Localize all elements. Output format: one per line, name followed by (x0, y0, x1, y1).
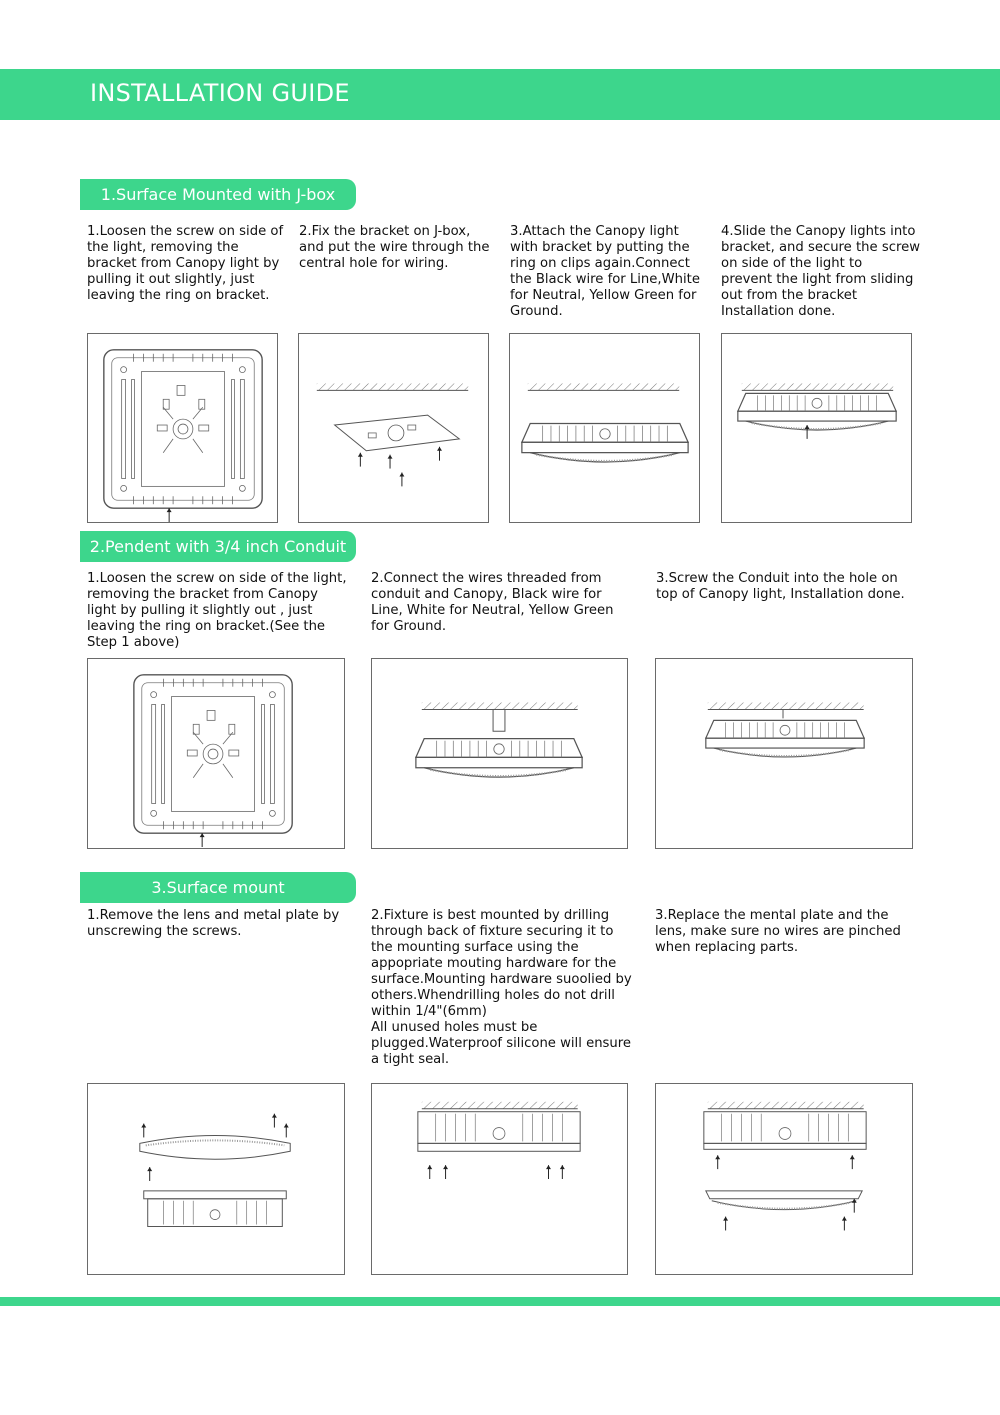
section-2-step-3: 3.Screw the Conduit into the hole on top of Canopy light, Installation done. (656, 571, 905, 602)
section-1-step-1: 1.Loosen the screw on side of the light, removing the bracket from Canopy light by pulling it out slightly, just leaving the ring on bracket. (87, 224, 284, 303)
section-1-step-3: 3.Attach the Canopy light with bracket by putting the ring on clips again.Connect the Black wire for Line,White for Neutral, Yellow Green for Ground. (510, 224, 700, 319)
fixture-top-view-illustration (88, 334, 277, 522)
connect-wires-illustration (372, 659, 627, 848)
screw-conduit-illustration (656, 659, 912, 848)
section-3-step-2: 2.Fixture is best mounted by drilling through back of fixture securing it to the mounting surface using the appopriate mouting hardware for the surface.Mounting hardware suoolied by others.Whendrilling holes do not drill within 1/4"(6mm) All unused holes must be plugged.Waterproof silicone will ensure a tight seal. (371, 908, 632, 1067)
section-1-figure-4 (721, 333, 912, 523)
remove-lens-illustration (88, 1084, 344, 1274)
section-2-step-2: 2.Connect the wires threaded from conduit and Canopy, Black wire for Line, White for Neutral, Yellow Green for Ground. (371, 571, 614, 634)
page-title: INSTALLATION GUIDE (90, 79, 350, 107)
section-3-step-1: 1.Remove the lens and metal plate by unscrewing the screws. (87, 908, 340, 939)
section-3-figure-1 (87, 1083, 345, 1275)
section-2-figure-2 (371, 658, 628, 849)
attach-canopy-illustration (510, 334, 699, 522)
section-1-figure-3 (509, 333, 700, 523)
fixture-top-view-illustration (88, 659, 344, 848)
section-1-figure-1 (87, 333, 278, 523)
section-3-figure-3 (655, 1083, 913, 1275)
section-3-title: 3.Surface mount (80, 872, 356, 903)
section-1-step-2: 2.Fix the bracket on J-box, and put the wire through the central hole for wiring. (299, 224, 490, 271)
section-3-step-3: 3.Replace the mental plate and the lens, make sure no wires are pinched when replacing parts. (655, 908, 901, 955)
footer-band (0, 1297, 1000, 1306)
section-2-title: 2.Pendent with 3/4 inch Conduit (80, 531, 356, 562)
section-1-step-4: 4.Slide the Canopy lights into bracket, and secure the screw on side of the light to prevent the light from sliding out from the bracket Installation done. (721, 224, 920, 319)
section-1-figure-2 (298, 333, 489, 523)
drill-mount-illustration (372, 1084, 627, 1274)
section-3-figure-2 (371, 1083, 628, 1275)
section-1-title: 1.Surface Mounted with J-box (80, 179, 356, 210)
replace-lens-illustration (656, 1084, 912, 1274)
section-2-figure-1 (87, 658, 345, 849)
section-2-step-1: 1.Loosen the screw on side of the light, removing the bracket from Canopy light by pulling it slightly out , just leaving the ring on bracket.(See the Step 1 above) (87, 571, 347, 650)
slide-canopy-illustration (722, 334, 911, 522)
bracket-on-jbox-illustration (299, 334, 488, 522)
section-2-figure-3 (655, 658, 913, 849)
